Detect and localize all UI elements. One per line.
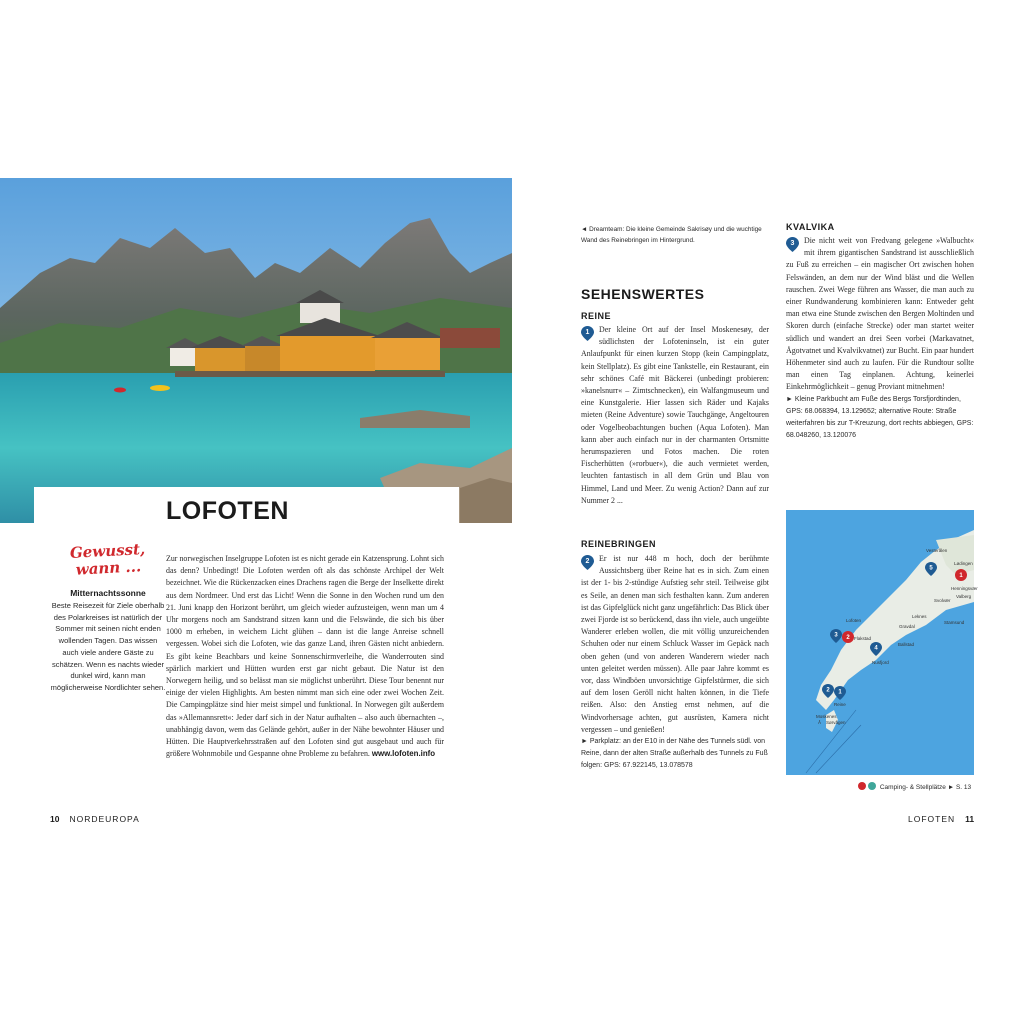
map-label: Reine	[834, 702, 846, 707]
page-number-left: 10	[50, 814, 60, 824]
footer-label-left: NORDEUROPA	[69, 814, 140, 824]
legend-teal-dot-icon	[868, 782, 876, 790]
lofoten-website-link[interactable]: www.lofoten.info	[371, 749, 436, 759]
entry-kvalvika	[786, 235, 974, 442]
map-label: Svolvær	[934, 598, 951, 603]
map-legend-text: Camping- & Stellplätze ► S. 13	[879, 784, 972, 791]
map-pin-red-1[interactable]	[955, 569, 967, 581]
section-heading: SEHENSWERTES	[581, 286, 705, 302]
map-label: Moskenes	[816, 714, 837, 719]
entry-text-kvalvika: Die nicht weit von Fredvang gelegene »Walbucht« mit ihrem gigantischen Sandstrand ist ausschließlich zu Fuß zu erreichen – ein magischer Ort zwischen hohen Felswänden, an dem nur der Wind bläst und die Wellen rauschen. Zwei Wege führen ans Wasser, die man auch zu einer Rundwanderung kombinieren kann: Entweder geht man etwa eine Stunde zwischen den Bergen Moltinden und Skoren durch (einfache Strecke) oder man startet weiter südlich und wandert an drei Seen vorbei (Markavatnet, Ågotvatnet und Kvalvikvatnet) zur Bucht. Ein paar hundert Höhenmeter sind auch zu laufen. Für die Rundtour sollte man einen Tag einplanen. Achtung, keinerlei Einkehrmöglichkeit – genug Proviant mitnehmen!	[786, 236, 974, 392]
entry-heading-reinebringen: REINEBRINGEN	[581, 539, 657, 549]
map-label: Henningsvær	[951, 586, 978, 591]
legend-red-dot-icon	[858, 782, 866, 790]
pin-number: 2	[826, 687, 830, 694]
entry-heading-reine: REINE	[581, 311, 612, 321]
sidebar-heading: Mitternachtssonne	[70, 588, 146, 598]
intro-text: Zur norwegischen Inselgruppe Lofoten ist es nicht gerade ein Katzensprung. Lohnt sich das denn? Unbedingt! Die Lofoten werden oft als das schönste Archipel der Welt bezeichnet. Wie die Rückenzacken eines Drachens ragen die Berge der Inselkette direkt aus dem Nordmeer. Und erst das Licht! Wenn die Sonne in den Wochen rund um den 21. Juni knapp den Horizont berührt, um gleich wieder aufzusteigen, wenn man um 4 Uhr morgens noch am Sandstrand sitzen kann und die Felswände, die sich bis über 1000 m erheben, in weichem Licht glühen – dann ist die lange Anreise schnell vergessen. Wobei sich die Lofoten, wie das ganze Land, ihren Gästen nicht anbiedern. Es gibt keine Beachbars und keine Sonnenschirmverleihe, die Wanderrouten sind spärlich markiert und Hütten wurden erst gar nicht gebaut. Die Natur ist den Norwegern heilig, und so belässt man sie möglichst unberührt. Diese Tour benennt nur einige der vielen Highlights. Am besten nimmt man sich eine oder zwei Wochen Zeit. Die Campingplätze sind hier meist simpel und funktional. In Norwegen gilt außerdem das »Allemannsrett«: Jeder darf sich in der Natur aufhalten – also auch übernachten –, unabhängig davon, wem das Gelände gehört, außer in der Nähe bewohnter Häuser und Hütten. Die Hauptverkehrsstraßen auf den Lofoten sind gut ausgebaut und auch für größere Wohnmobile und Gespanne ohne Probleme zu befahren.	[166, 554, 444, 759]
map-label: Nusfjord	[872, 660, 889, 665]
intro-text-block	[166, 553, 444, 760]
map-label: Å	[818, 720, 822, 725]
entry-info-reinebringen: ► Parkplatz: an der E10 in der Nähe des Tunnels südl. von Reine, dann der alten Straße außerhalb des Tunnels zu Fuß folgen: GPS: 67.922145, 13.078578	[581, 738, 768, 770]
photo-caption: ◄ Dreamteam: Die kleine Gemeinde Sakrisøy und die wuchtige Wand des Reinebringen im Hintergrund.	[581, 226, 762, 244]
entry-info-kvalvika: ► Kleine Parkbucht am Fuße des Bergs Torsfjordtinden, GPS: 68.068394, 13.129652; alternative Route: Straße weiterfahren bis zur T-Kreuzung, dort rechts abbiegen, GPS: 68.048260, 13.120076	[786, 395, 974, 440]
lofoten-map[interactable]	[786, 510, 978, 775]
pin-number: 1	[959, 573, 963, 579]
sidebar-text: Beste Reisezeit für Ziele oberhalb des Polarkreises ist natürlich der Sommer mit seinen nicht enden wollenden Tagen. Das wissen auch viele andere Gäste zu schätzen. Wenn es nachts wieder dunkel wird, kann man möglicherweise Nordlichter sehen.	[50, 601, 166, 692]
map-label: Ballstad	[898, 642, 915, 647]
sidebar-script-line1: Gewusst,	[69, 540, 146, 562]
pin-number: 2	[585, 558, 590, 565]
pin-number: 1	[585, 329, 590, 336]
map-pin-icon	[581, 555, 594, 570]
footer-left	[50, 814, 140, 824]
map-label: Valberg	[956, 594, 972, 599]
entry-heading-kvalvika: KVALVIKA	[786, 222, 835, 232]
pin-number: 1	[838, 689, 842, 696]
pin-number: 3	[790, 240, 795, 247]
entry-reine	[581, 324, 769, 507]
map-label: Gravdal	[899, 624, 915, 629]
map-pin-red-2[interactable]	[842, 631, 854, 643]
map-label: Vesterålen	[926, 548, 948, 553]
map-label: Lødingen	[954, 561, 973, 566]
sidebar-script-line2: wann ...	[75, 557, 142, 579]
map-legend	[858, 782, 971, 791]
map-label: Lofoten	[846, 618, 862, 623]
pin-number: 5	[929, 565, 933, 572]
pin-number: 3	[834, 632, 838, 639]
footer-label-right: LOFOTEN	[908, 814, 956, 824]
entry-reinebringen	[581, 553, 769, 773]
pin-number: 4	[874, 645, 878, 652]
map-label: Stamsund	[944, 620, 965, 625]
entry-text-reine: Der kleine Ort auf der Insel Moskenesøy, der südlichsten der Lofoteninseln, ist ein guter Anlaufpunkt für einen kurzen Stopp (kein Campingplatz, kein Stellplatz). Es gibt eine Tankstelle, ein Restaurant, ein sehr schönes Café mit Bäckerei (unbedingt probieren: »kanelsnurr« – Zimtschnecken), ein Walfangmuseum und eine Kunstgalerie. Hier lassen sich Räder und Kajaks mieten (Reine Adventure) sowie Tauchgänge, Angeltouren oder Vogelbeobachtungen buchen (Aqua Lofoten). Man kann aber auch einfach nur in der charmanten Ortsmitte herumspazieren und Fotos machen. Die roten Fischerhütten (»rorbuer«), die auch vermietet werden, leuchten fantastisch in all dem Grün und Blau von Himmel, Land und Meer. Zu wenig Action? Dann auf zur Nummer 2 ...	[581, 325, 769, 505]
sidebar-script-title	[59, 541, 157, 580]
map-pin-icon	[786, 237, 799, 252]
page-number-right: 11	[965, 814, 975, 824]
map-label: Sørvågen	[826, 720, 846, 725]
entry-text-reinebringen: Er ist nur 448 m hoch, doch der berühmte Aussichtsberg über Reine hat es in sich. Zum einen ist der 1- bis 2-stündige Aufstieg sehr steil. Teilweise gibt es Seile, an denen man sich festhalten kann. Zum anderen ist das Gipfelglück nicht ganz ungefährlich: Das Blick über zwei Fjorde ist so berückend, dass ihn viele, auch ungeübte Wanderer erleben wollen, die mit völlig unzureichenden Schuhen oder nur einem Schluck Wasser im Gepäck nach oben gehen (und von anderen Wanderern wieder nach unten geleitet werden müssen). Alle paar Jahre kommt es vor, dass Windböen unvorsichtige Gipfelstürmer, die sich auf dem losen Geröll nicht halten können, in die Tiefe reißen. Also: den Anstieg ernst nehmen, auf die Windvorhersage achten, gut ausrüsten, Kamera nicht vergessen – und genießen!	[581, 554, 769, 734]
map-label: Leknes	[912, 614, 927, 619]
lofoten-photo	[0, 178, 512, 523]
pin-number: 2	[846, 635, 850, 641]
map-label: Flakstad	[854, 636, 872, 641]
page-title: LOFOTEN	[166, 497, 289, 525]
footer-right	[908, 814, 974, 824]
map-pin-icon	[581, 326, 594, 341]
